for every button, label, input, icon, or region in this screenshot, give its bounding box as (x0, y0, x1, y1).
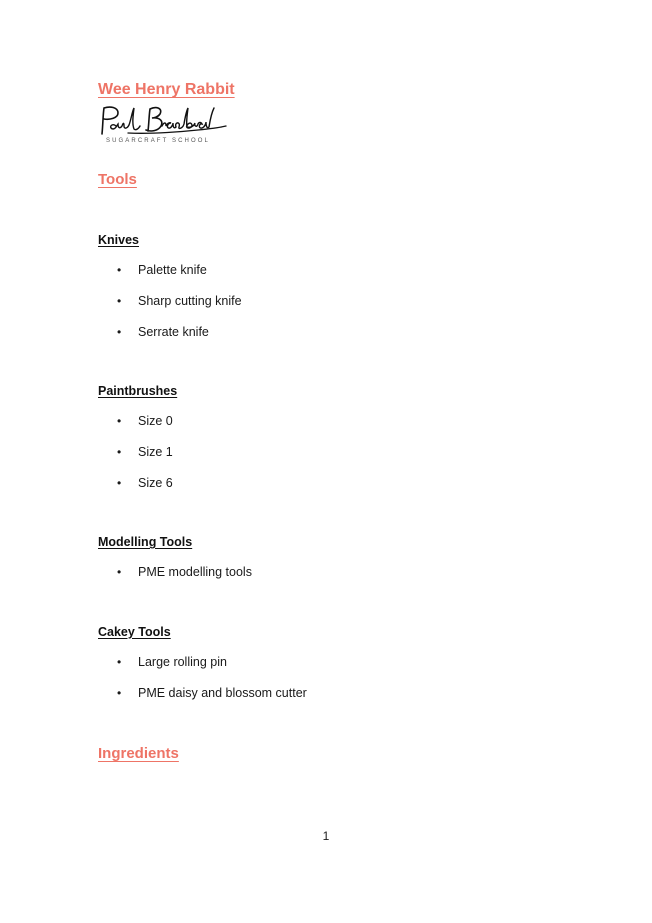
tool-group-knives (98, 232, 558, 355)
paul-bradford-logo (98, 104, 233, 148)
bullet: • (117, 263, 122, 277)
bullet: • (117, 655, 122, 669)
list-item: • Large rolling pin (117, 655, 227, 669)
group-title: Knives (98, 233, 139, 247)
item-list (98, 564, 558, 595)
list-item: • Size 0 (117, 414, 173, 428)
list-item: • Sharp cutting knife (117, 294, 242, 308)
section-heading-tools: Tools (98, 171, 137, 188)
page-number: 1 (322, 829, 330, 843)
list-item: • PME daisy and blossom cutter (117, 686, 307, 700)
item-list (98, 654, 558, 716)
tool-group-cakey-tools (98, 624, 558, 716)
bullet: • (117, 476, 122, 490)
bullet: • (117, 325, 122, 339)
list-item: • Size 6 (117, 476, 173, 490)
item-list (98, 413, 558, 506)
bullet: • (117, 686, 122, 700)
list-item: • Size 1 (117, 445, 173, 459)
tool-group-paintbrushes (98, 383, 558, 506)
list-item: • PME modelling tools (117, 565, 252, 579)
document-title: Wee Henry Rabbit (98, 81, 235, 98)
list-item: • Serrate knife (117, 325, 209, 339)
tool-group-modelling-tools (98, 534, 558, 595)
item-list (98, 262, 558, 355)
bullet: • (117, 414, 122, 428)
group-title: Cakey Tools (98, 625, 171, 639)
logo-tagline: SUGARCRAFT SCHOOL (106, 138, 210, 144)
bullet: • (117, 445, 122, 459)
section-heading-ingredients: Ingredients (98, 745, 179, 762)
bullet: • (117, 565, 122, 579)
signature-logo-graphic (98, 104, 233, 138)
bullet: • (117, 294, 122, 308)
list-item: • Palette knife (117, 263, 207, 277)
group-title: Modelling Tools (98, 535, 193, 549)
group-title: Paintbrushes (98, 384, 178, 398)
